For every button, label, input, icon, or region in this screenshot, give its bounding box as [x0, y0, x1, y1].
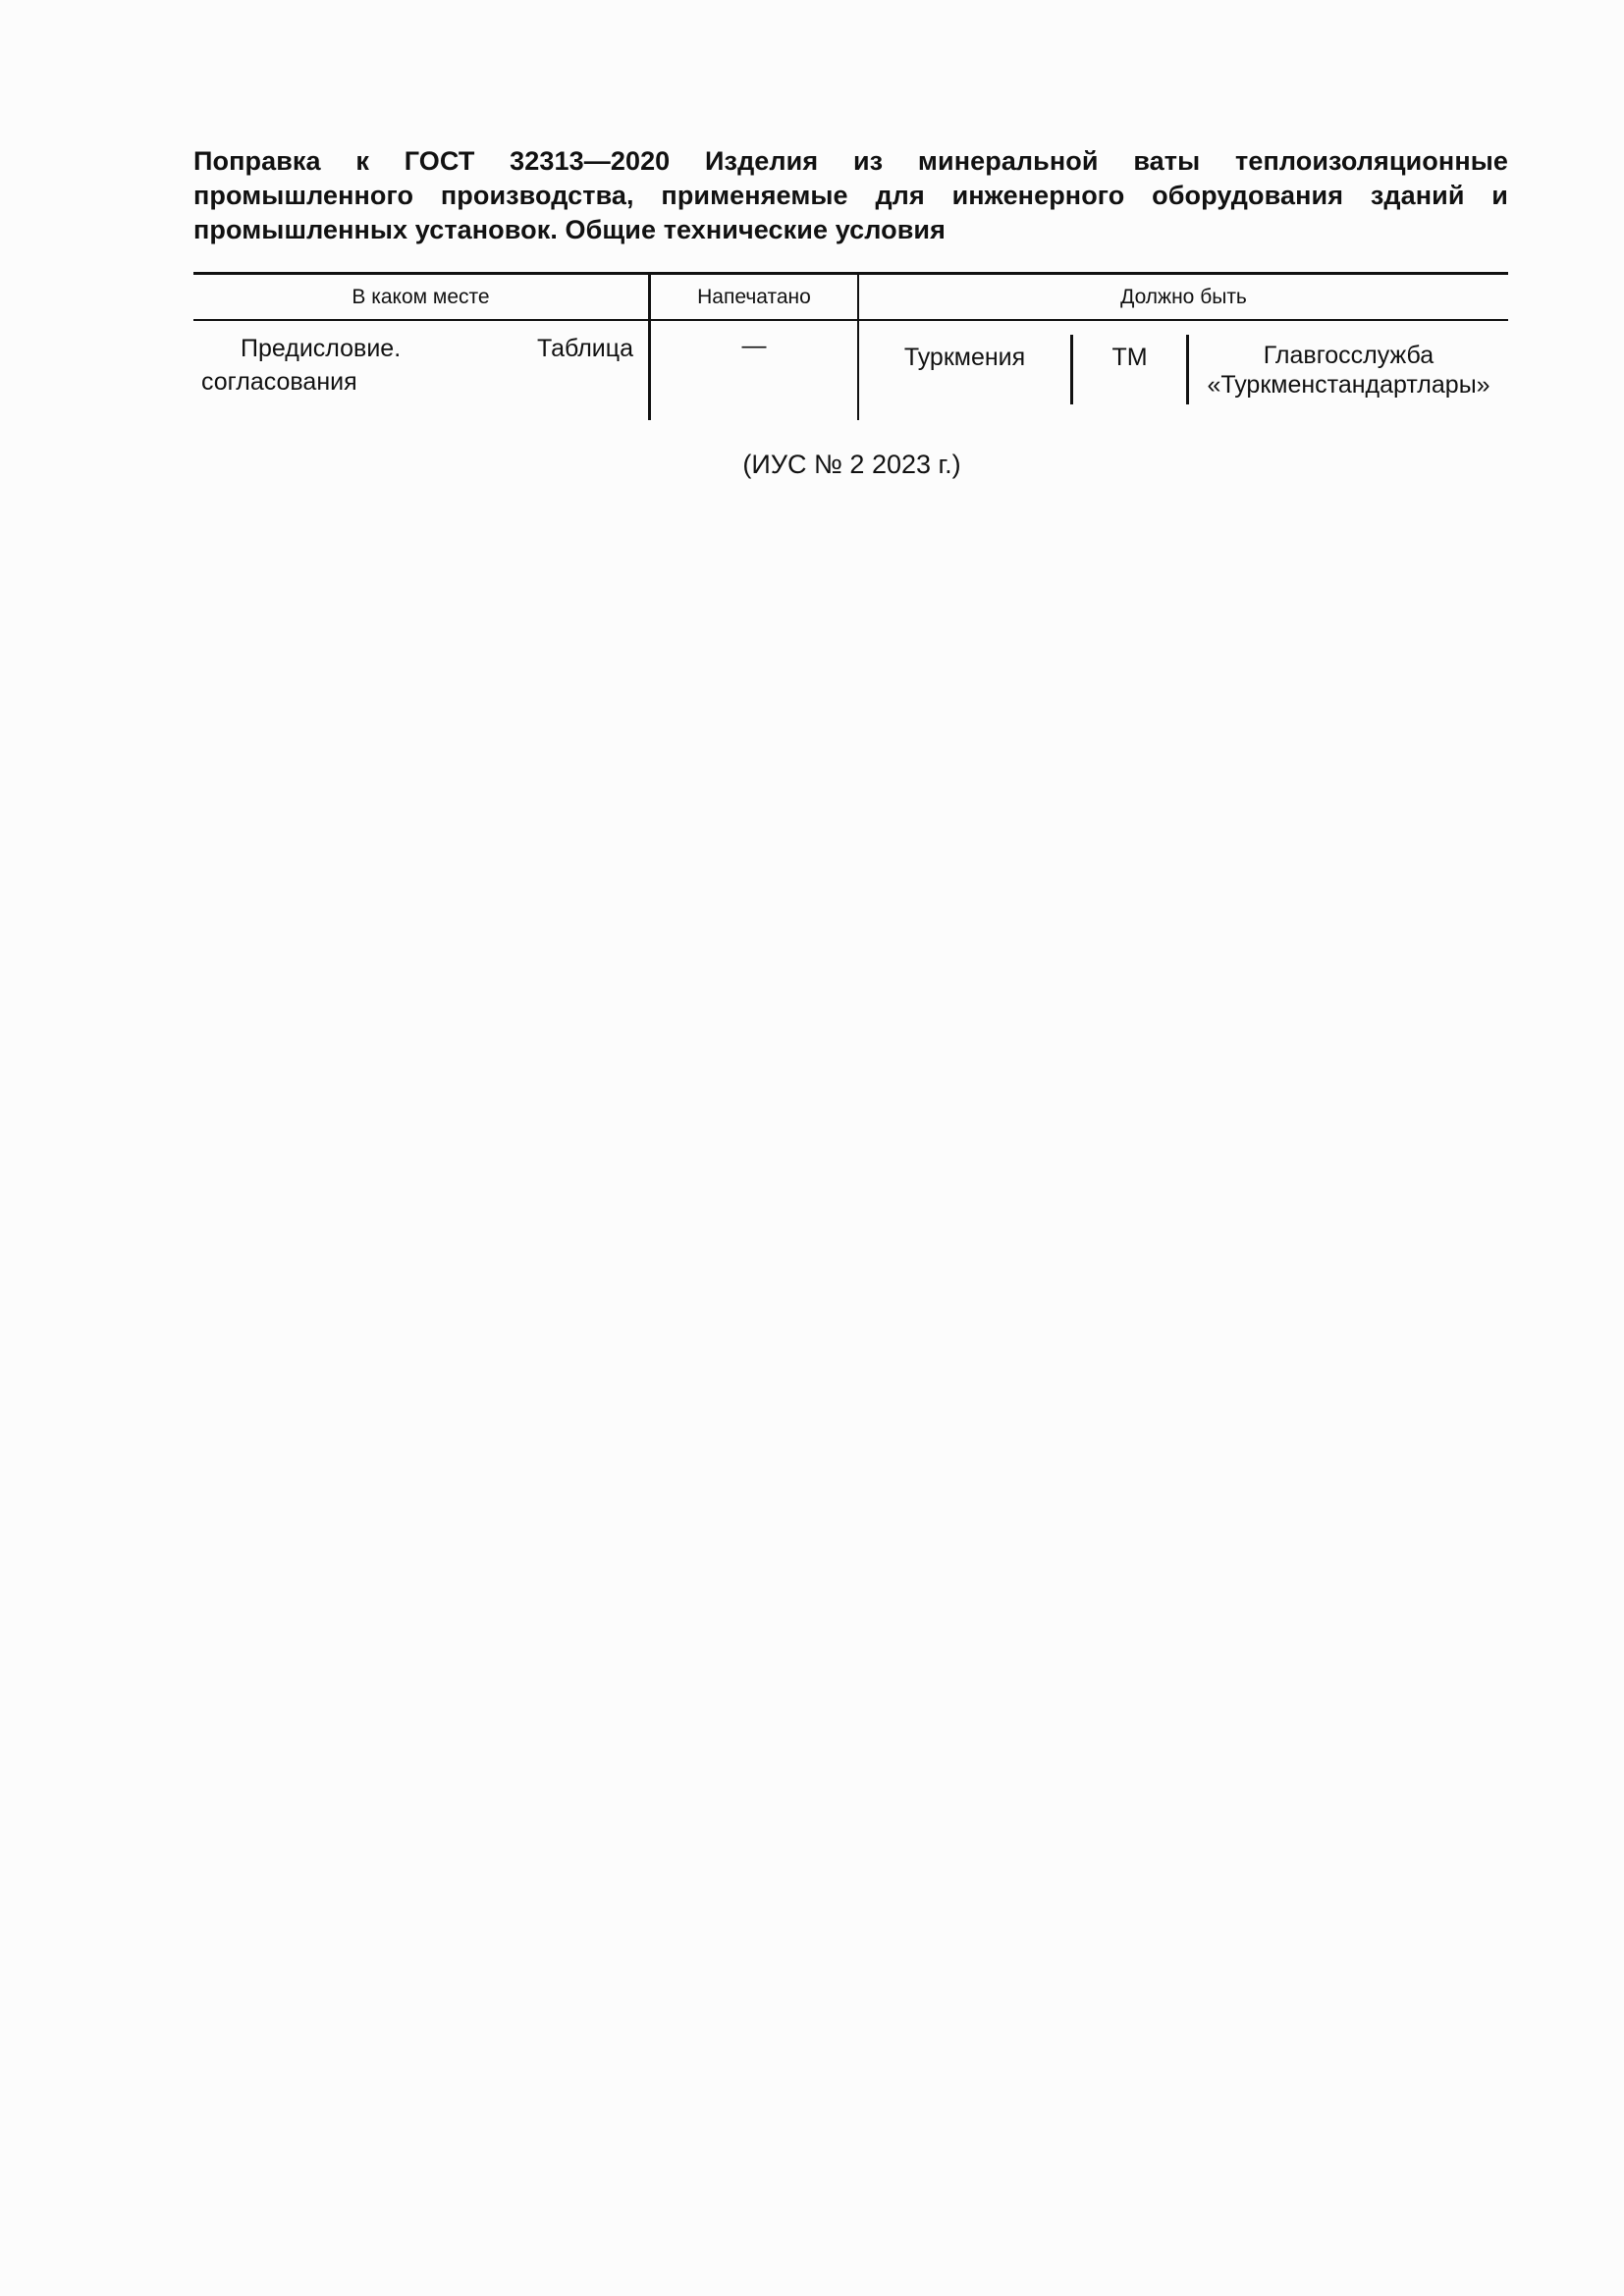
header-place: В каком месте — [352, 286, 490, 308]
table-top-rule — [193, 272, 1508, 275]
cell-organization — [1189, 341, 1508, 400]
cell-printed: — — [741, 332, 767, 359]
cell-country: Туркмения — [903, 344, 1026, 371]
cell-country-code: ТМ — [1111, 344, 1148, 371]
organization-line-2: «Туркменстандартлары» — [1207, 371, 1490, 399]
publication-reference: (ИУС № 2 2023 г.) — [742, 450, 961, 479]
organization-line-1: Главгосслужба — [1263, 342, 1435, 369]
correction-table — [193, 272, 1508, 420]
table-header-rule — [193, 319, 1508, 321]
header-printed: Напечатано — [697, 286, 811, 308]
correction-title: Поправка к ГОСТ 32313—2020 Изделия из минеральной ваты теплоизоляционные промышленного производства, применяемые для инженерного оборудования зданий и промышленных установок. Общие технические условия — [193, 146, 1508, 244]
header-should-be: Должно быть — [1120, 286, 1247, 308]
cell-place: Предисловие. Таблица согласования — [201, 335, 633, 396]
